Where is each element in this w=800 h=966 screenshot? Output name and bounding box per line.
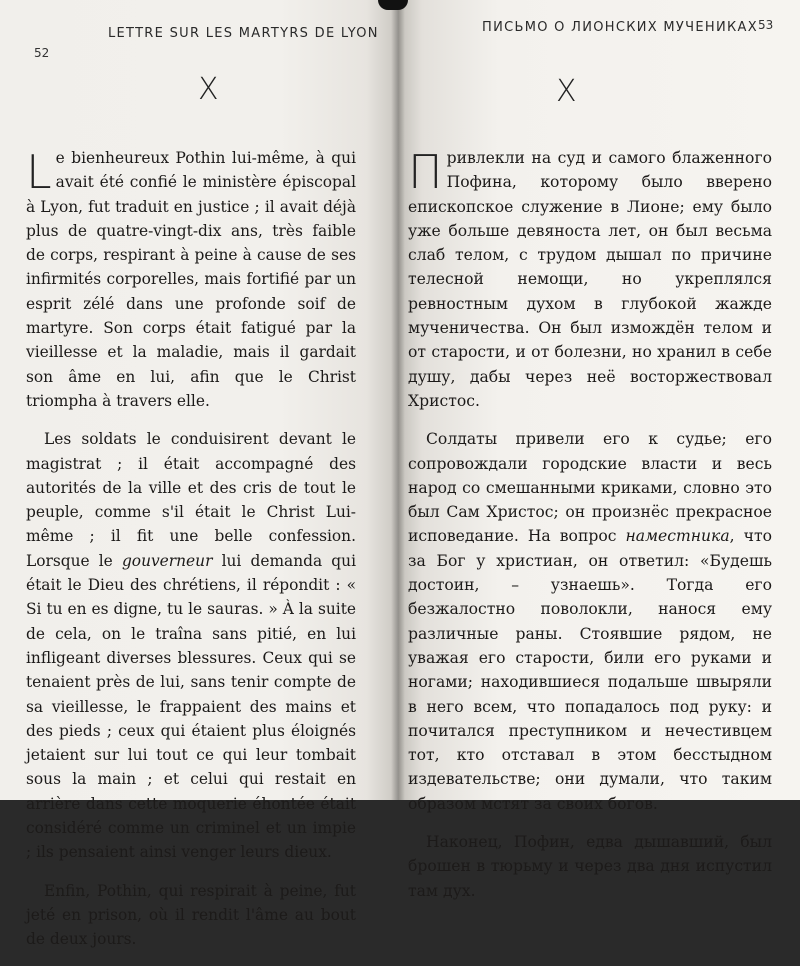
right-paragraph-3-text: Наконец, Пофин, едва дышавший, был брошен в тюрьму и через два дня испустил там дух. xyxy=(408,833,772,900)
right-drop-cap: П xyxy=(408,145,443,199)
left-paragraph-2-text-a: Les soldats le conduisirent devant le magistrat ; il était accompagné des autorités de la ville et des cris de tout le peuple, comme s'il était le Christ Lui-même ; il fit une belle confession. Lorsque le xyxy=(26,430,356,570)
right-chapter-numeral: X xyxy=(556,74,577,109)
right-paragraph-1 xyxy=(408,146,772,413)
left-paragraph-2-italic: gouverneur xyxy=(121,551,213,570)
right-paragraph-2-text-b: , что за Бог у христиан, он ответил: «Будешь достоин, – узнаешь». Тогда его безжалостно поволокли, нанося ему различные раны. Стоявшие рядом, не уважая его старости, били его руками и ногами; находившиеся подальше швыряли в него всем, что попадалось под руку: и почитался преступником и нечестивцем тот, кто отставал в этом бесстыдном издевательстве; они думали, что таким образом мстят за своих богов. xyxy=(408,527,772,813)
left-chapter-numeral: X xyxy=(198,72,219,107)
left-paragraph-3 xyxy=(26,879,356,952)
left-page-number: 52 xyxy=(34,46,50,60)
left-paragraph-2 xyxy=(26,427,356,864)
left-body-text xyxy=(26,146,356,966)
left-paragraph-3-text: Enfin, Pothin, qui respirait à peine, fut jeté en prison, où il rendit l'âme au bout de deux jours. xyxy=(26,881,356,949)
left-drop-cap: L xyxy=(26,145,52,199)
left-page xyxy=(0,0,398,949)
left-paragraph-1-text: e bienheureux Pothin lui-même, à qui avait été confié le ministère épiscopal à Lyon, fut traduit en justice ; il avait déjà plus de quatre-vingt-dix ans, très faible de corps, respirant à peine à cause de ses infirmités corporelles, mais fortifié par un esprit zélé dans une profonde soif de martyre. Son corps était fatigué par la vieillesse et la maladie, mais il gardait son âme en lui, afin que le Christ triompha à travers elle. xyxy=(26,149,356,410)
right-page xyxy=(398,0,800,900)
right-page-number: 53 xyxy=(758,18,774,32)
right-paragraph-2-italic: наместника xyxy=(625,527,730,546)
right-running-head: ПИСЬМО О ЛИОНСКИХ МУЧЕНИКАХ xyxy=(482,20,758,35)
right-paragraph-2-text-a: Солдаты привели его к судье; его сопровождали городские власти и весь народ со смешанными криками, словно это был Сам Христос; он произнёс прекрасное исповедание. На вопрос xyxy=(408,430,772,546)
right-body-text xyxy=(408,146,772,917)
left-paragraph-2-text-b: lui demanda qui était le Dieu des chrétiens, il répondit : « Si tu en es digne, tu le sauras. » À la suite de cela, on le traîna sans pitié, en lui infligeant diverses blessures. Ceux qui se tenaient près de lui, sans tenir compte de sa vieillesse, le frappaient des mains et des pieds ; ceux qui étaient plus éloignés jetaient sur lui tout ce qui leur tombait sous la main ; et celui qui restait en arrière dans cette moquerie éhontée était considéré comme un criminel et un impie ; ils pensaient ainsi venger leurs dieux. xyxy=(26,551,356,862)
right-paragraph-3 xyxy=(408,830,772,903)
right-paragraph-2 xyxy=(408,427,772,816)
left-paragraph-1 xyxy=(26,146,356,413)
left-running-head: LETTRE SUR LES MARTYRS DE LYON xyxy=(108,26,379,41)
right-paragraph-1-text: ривлекли на суд и самого блаженного Пофина, которому было вверено епископское служение в Лионе; ему было уже больше девяноста лет, он был весьма слаб телом, с трудом дышал по причине телесной немощи, но укреплялся ревностным духом в глубокой жажде мученичества. Он был измождён телом и от старости, и от болезни, но хранил в себе душу, дабы через неё восторжествовал Христос. xyxy=(408,149,772,410)
